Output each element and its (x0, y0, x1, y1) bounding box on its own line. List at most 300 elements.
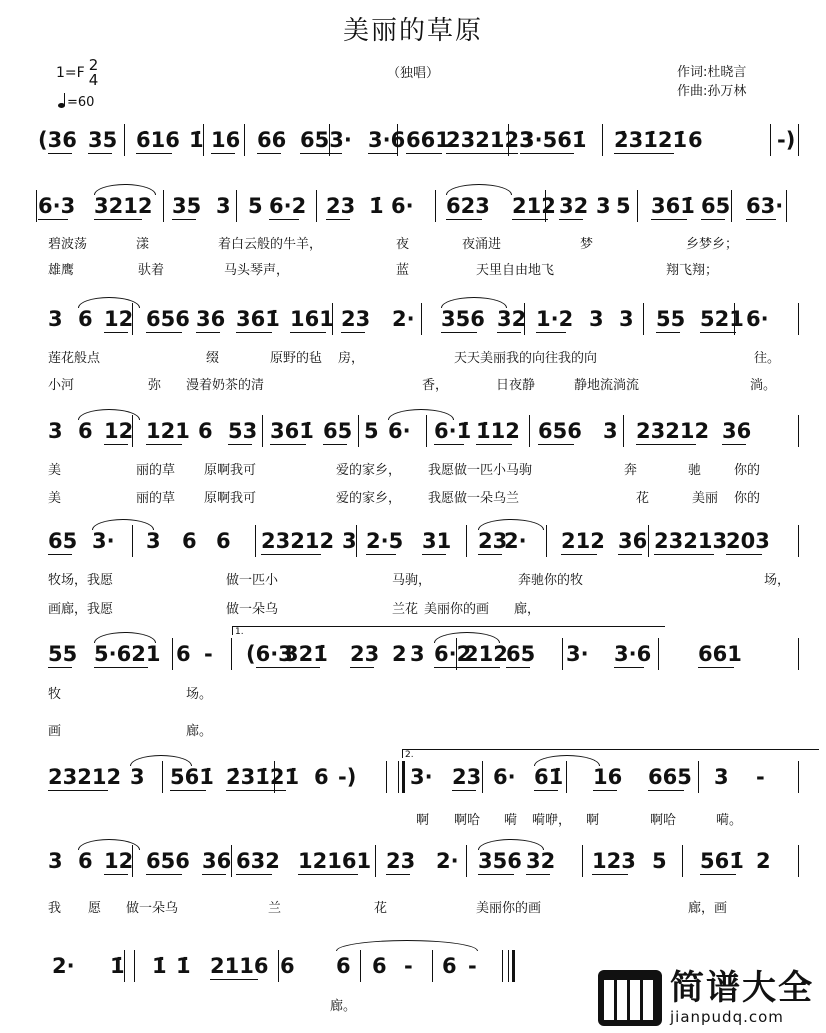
note-group: -) (777, 128, 796, 152)
barline (798, 124, 799, 156)
note-group: 23 (350, 642, 380, 666)
note-group: 5 (364, 419, 379, 443)
beam-line (228, 444, 252, 445)
beam-line (300, 153, 342, 154)
lyric-text: 美 (48, 491, 62, 506)
lyric-text: 啊哈 (454, 813, 481, 828)
note-group: 203 (726, 529, 770, 553)
lyric-text: 嗬。 (716, 813, 743, 828)
note-group: 23213 (654, 529, 728, 553)
lyric-text: 翔飞翔； (666, 263, 719, 278)
staff-system (36, 415, 798, 447)
quarter-note-icon (58, 103, 65, 108)
notes-row (36, 307, 798, 331)
notes-row (36, 128, 798, 152)
note-group: 232123 (446, 128, 534, 152)
lyric-text: 花 (374, 901, 388, 916)
beam-line (323, 444, 347, 445)
note-group: 23 (341, 307, 371, 331)
beam-line (270, 444, 306, 445)
slur-arc (94, 184, 156, 195)
beam-line (366, 554, 396, 555)
beam-line (497, 332, 521, 333)
barline (798, 761, 799, 793)
beam-line (651, 219, 687, 220)
note-group: 653· (300, 128, 352, 152)
note-group: 3 (146, 529, 161, 553)
lyric-text: 画廊，我愿 (48, 602, 114, 617)
beam-line (648, 790, 684, 791)
note-group: 521 (700, 307, 744, 331)
lyric-text: 场， (764, 573, 791, 588)
note-group: 6 (78, 307, 93, 331)
lyric-text: 缀 (206, 351, 220, 366)
beam-line (257, 153, 281, 154)
staff-system (36, 845, 798, 877)
note-group: 3 (603, 419, 618, 443)
beam-line (94, 219, 142, 220)
note-group: 36 (196, 307, 226, 331)
beam-line (172, 219, 196, 220)
note-group: 1̇ (369, 194, 384, 218)
note-group: (36 (38, 128, 77, 152)
beam-line (350, 667, 374, 668)
lyric-text: 美丽 (692, 491, 719, 506)
song-title: 美丽的草原 (342, 16, 483, 46)
note-group: 6· (391, 194, 414, 218)
note-group: 36 (202, 849, 232, 873)
lyric-line-1 (36, 812, 798, 830)
slur-arc (78, 409, 140, 420)
lyric-text: 做一朵乌 (126, 901, 179, 916)
beam-line (593, 790, 617, 791)
note-group: 561̇ (170, 765, 214, 789)
lyric-text: 奔驰你的牧 (518, 573, 584, 588)
note-group: - (404, 954, 413, 978)
beam-line (48, 153, 72, 154)
note-group: 6·2 (269, 194, 307, 218)
note-group: 3 (342, 529, 357, 553)
note-group: 12 (104, 307, 134, 331)
beam-line (478, 554, 502, 555)
note-group: 3·6 (368, 128, 406, 152)
note-group: 32 (526, 849, 556, 873)
key-signature (56, 58, 98, 88)
lyric-line-2 (36, 723, 798, 741)
lyric-line-2 (36, 490, 798, 508)
beam-line (210, 979, 258, 980)
note-group: 53 (228, 419, 258, 443)
lyric-text: 梦 (580, 237, 594, 252)
beam-line (592, 874, 628, 875)
note-group: 65 (701, 194, 731, 218)
beam-line (520, 153, 574, 154)
note-group: 2· (52, 954, 75, 978)
lyric-text: 天天美丽我的向往我的向 (454, 351, 598, 366)
note-group: 561̇ (700, 849, 744, 873)
lyric-line-1 (36, 572, 798, 590)
beam-line (434, 667, 464, 668)
notes-row (36, 642, 798, 666)
note-group: 656 (146, 849, 190, 873)
lyric-text: 原野的毡 (270, 351, 323, 366)
lyric-text: 乡梦乡； (686, 237, 739, 252)
beam-line (269, 219, 299, 220)
note-group: 6 (372, 954, 387, 978)
notes-row (36, 419, 798, 443)
note-group: 3 (619, 307, 634, 331)
note-group: - (204, 642, 213, 666)
note-group: 661 (698, 642, 742, 666)
note-group: 6 (198, 419, 213, 443)
note-group: 6 (442, 954, 457, 978)
lyric-text: 做一朵乌 (226, 602, 279, 617)
lyric-text: 漫着奶茶的清 (186, 378, 265, 393)
note-group: 2· (392, 307, 415, 331)
beam-line (104, 332, 128, 333)
slur-arc (78, 297, 140, 308)
time-signature (89, 58, 99, 88)
lyric-text: 原啊我可 (204, 491, 257, 506)
lyric-text: 廊。 (330, 999, 357, 1014)
lyric-line-2 (36, 262, 798, 280)
note-group: 2̇31̇21̇ (614, 128, 688, 152)
note-group: 3 (48, 849, 63, 873)
notes-row (36, 529, 798, 553)
note-group: 23212 (261, 529, 335, 553)
barline (798, 525, 799, 557)
note-group: 23 (452, 765, 482, 789)
note-group: 35 (88, 128, 118, 152)
lyric-text: 莲花般点 (48, 351, 101, 366)
lyric-text: 美丽你的画 (476, 901, 542, 916)
beam-line (654, 554, 714, 555)
lyric-text: 奔 (624, 463, 638, 478)
note-group: (6·3 (246, 642, 293, 666)
note-group: 3 (48, 419, 63, 443)
note-group: 212 (512, 194, 556, 218)
lyric-text: 香， (422, 378, 449, 393)
note-group: 361̇ (236, 307, 280, 331)
beam-line (636, 444, 696, 445)
note-group: 1̇ (152, 954, 167, 978)
note-group: 6·3 (38, 194, 76, 218)
beam-line (526, 874, 550, 875)
beam-line (136, 153, 172, 154)
note-group: 12 (104, 849, 134, 873)
lyric-text: 往。 (754, 351, 781, 366)
note-group: 1̇ (189, 128, 204, 152)
beam-line (478, 874, 514, 875)
note-group: 6 (336, 954, 351, 978)
note-group: 3· (410, 765, 433, 789)
beam-line (441, 332, 477, 333)
lyric-text: 淌。 (750, 378, 777, 393)
beam-line (341, 332, 365, 333)
note-group: 6 (216, 529, 231, 553)
lyric-text: 雄鹰 (48, 263, 75, 278)
note-group: -) (338, 765, 357, 789)
beam-line (434, 444, 464, 445)
beam-line (88, 153, 112, 154)
note-group: 32 (497, 307, 527, 331)
slur-arc (478, 839, 544, 850)
note-group: 36 (722, 419, 752, 443)
beam-line (48, 554, 72, 555)
note-group: 2 (392, 642, 407, 666)
note-group: 3 (130, 765, 145, 789)
beam-line (698, 667, 734, 668)
note-group: 12 (104, 419, 134, 443)
slur-arc (78, 839, 140, 850)
beam-line (559, 219, 583, 220)
lyric-text: 蓝 (396, 263, 410, 278)
beam-line (534, 790, 558, 791)
beam-line (452, 790, 476, 791)
notes-row (36, 194, 798, 218)
beam-line (202, 874, 226, 875)
lyric-text: 房， (338, 351, 365, 366)
note-group: 3·6 (614, 642, 652, 666)
time-bottom: 4 (88, 71, 99, 89)
lyric-text: 你的 (734, 491, 761, 506)
slur-arc (446, 184, 512, 195)
note-group: 2 (756, 849, 771, 873)
note-group: 3 (48, 307, 63, 331)
beam-line (368, 153, 398, 154)
lyric-text: 我愿做一匹小马驹 (428, 463, 533, 478)
lyric-text: 美丽你的画 (424, 602, 490, 617)
lyric-text: 花 (636, 491, 650, 506)
note-group: 123 (592, 849, 636, 873)
note-group: 1̇ (110, 954, 125, 978)
note-group: 36 (618, 529, 648, 553)
lyric-text: 马头琴声， (224, 263, 290, 278)
note-group: 61̇ (534, 765, 564, 789)
lyric-text: 啊 (416, 813, 430, 828)
note-group: 12161 (298, 849, 372, 873)
beam-line (290, 332, 326, 333)
beam-line (104, 874, 128, 875)
beam-line (701, 219, 725, 220)
lyric-text: 嗬 (504, 813, 518, 828)
volta-bracket: 2. (402, 749, 819, 758)
lyric-text: 廊， (514, 602, 541, 617)
beam-line (536, 332, 566, 333)
lyric-text: 啊哈 (650, 813, 677, 828)
lyric-line-1 (36, 900, 798, 918)
note-group: - (468, 954, 477, 978)
beam-line (226, 790, 286, 791)
note-group: 3 (410, 642, 425, 666)
note-group: 65 (48, 529, 78, 553)
lyric-text: 日夜静 (496, 378, 536, 393)
beam-line (538, 444, 574, 445)
staff-system (36, 303, 798, 335)
lyric-text: 我 (48, 901, 62, 916)
note-group: 665 (648, 765, 692, 789)
note-group: 55 (48, 642, 78, 666)
beam-line (236, 332, 272, 333)
note-group: 661 (406, 128, 450, 152)
lyric-text: 啊 (586, 813, 600, 828)
note-group: 632 (236, 849, 280, 873)
note-group: 23 (326, 194, 356, 218)
lyric-line-2 (36, 377, 798, 395)
barline (798, 845, 799, 877)
lyric-text: 做一匹小 (226, 573, 279, 588)
note-group: 161 (290, 307, 334, 331)
note-group: 23 (386, 849, 416, 873)
beam-line (48, 790, 108, 791)
staff-system (36, 750, 798, 793)
lyric-text: 夜 (396, 237, 410, 252)
watermark-url: jianpudq.com (670, 1008, 784, 1026)
note-group: 32 (559, 194, 589, 218)
note-group: 121 (146, 419, 190, 443)
note-group: 6 (176, 642, 191, 666)
beam-line (146, 332, 182, 333)
beam-line (146, 874, 182, 875)
note-group: 23212 (636, 419, 710, 443)
lyric-text: 爱的家乡， (336, 463, 402, 478)
tempo-value: =60 (67, 95, 95, 110)
lyricist: 作词:杜晓言 (677, 65, 747, 80)
lyric-text: 丽的草 (136, 463, 176, 478)
beam-line (464, 667, 500, 668)
beam-line (656, 332, 680, 333)
lyric-text: 场。 (186, 687, 213, 702)
slur-arc (388, 409, 454, 420)
beam-line (700, 874, 736, 875)
note-group: 3 (714, 765, 729, 789)
note-group: 212 (464, 642, 508, 666)
note-group: 2· (504, 529, 527, 553)
lyric-text: 美 (48, 463, 62, 478)
lyric-text: 廊，画 (688, 901, 728, 916)
note-group: 2·5 (366, 529, 404, 553)
beam-line (618, 554, 642, 555)
note-group: 65 (323, 419, 353, 443)
watermark-logo (598, 968, 814, 1028)
slur-arc (441, 297, 507, 308)
staff-system (36, 627, 798, 670)
note-group: 1̇12 (476, 419, 520, 443)
lyric-text: 嗬咿， (532, 813, 572, 828)
note-group: 361̇ (270, 419, 314, 443)
note-group: 6 (280, 954, 295, 978)
beam-line (170, 790, 206, 791)
lyric-text: 你的 (734, 463, 761, 478)
slur-arc (92, 519, 154, 530)
beam-line (261, 554, 321, 555)
note-group: 6 (688, 128, 703, 152)
notes-row (36, 765, 798, 789)
note-group: 6 (78, 419, 93, 443)
piano-icon (598, 970, 662, 1026)
lyric-text: 牧场，我愿 (48, 573, 114, 588)
beam-line (512, 219, 548, 220)
lyric-text: 廊。 (186, 724, 213, 739)
note-group: 6 (314, 765, 329, 789)
note-group: 23212 (48, 765, 122, 789)
barline (798, 638, 799, 670)
key-label: 1=F (56, 65, 85, 81)
beam-line (726, 554, 762, 555)
note-group: 63· (746, 194, 784, 218)
slur-arc (130, 755, 192, 766)
note-group: 321̇ (284, 642, 328, 666)
lyric-text: 丽的草 (136, 491, 176, 506)
beam-line (422, 554, 446, 555)
note-group: 1̇ (176, 954, 191, 978)
credits (677, 63, 746, 101)
note-group: 65 (506, 642, 536, 666)
note-group: 3 (596, 194, 611, 218)
note-group: 5 (248, 194, 263, 218)
note-group: 6̇16 (136, 128, 180, 152)
beam-line (196, 332, 220, 333)
lyric-text: 驮着 (138, 263, 165, 278)
note-group: 55 (656, 307, 686, 331)
note-group: 16 (211, 128, 241, 152)
lyric-text: 爱的家乡， (336, 491, 402, 506)
lyric-line-1 (36, 350, 798, 368)
barline (798, 303, 799, 335)
note-group: 623 (446, 194, 490, 218)
beam-line (48, 667, 72, 668)
beam-line (476, 444, 512, 445)
note-group: 5 (652, 849, 667, 873)
lyric-text: 夜涌进 (462, 237, 502, 252)
lyric-line-2 (36, 601, 798, 619)
note-group: 1·2 (536, 307, 574, 331)
volta-bracket: 1. (232, 626, 665, 635)
note-group: 3 (589, 307, 604, 331)
note-group: 6 (78, 849, 93, 873)
beam-line (506, 667, 530, 668)
barline (798, 415, 799, 447)
staff-system (36, 525, 798, 557)
note-group: 3 (216, 194, 231, 218)
lyric-text: 小河 (48, 378, 75, 393)
beam-line (561, 554, 597, 555)
tempo-marking (58, 95, 94, 110)
note-group: 6· (493, 765, 516, 789)
lyric-text: 原啊我可 (204, 463, 257, 478)
slur-arc (478, 519, 544, 530)
beam-line (94, 667, 148, 668)
notes-row (36, 849, 798, 873)
tie-arc (336, 940, 478, 951)
note-group: 2· (436, 849, 459, 873)
note-group: 361̇ (651, 194, 695, 218)
subtitle: （独唱） (386, 66, 439, 81)
note-group: 212 (561, 529, 605, 553)
beam-line (614, 667, 644, 668)
beam-line (38, 219, 68, 220)
beam-line (236, 874, 272, 875)
note-group: 656 (538, 419, 582, 443)
beam-line (298, 874, 358, 875)
beam-line (326, 219, 350, 220)
lyric-line-1 (36, 236, 798, 254)
note-group: 5 (616, 194, 631, 218)
note-group: - (756, 765, 765, 789)
beam-line (446, 219, 482, 220)
lyric-text: 静地流淌流 (574, 378, 640, 393)
lyric-text: 兰花 (392, 602, 419, 617)
